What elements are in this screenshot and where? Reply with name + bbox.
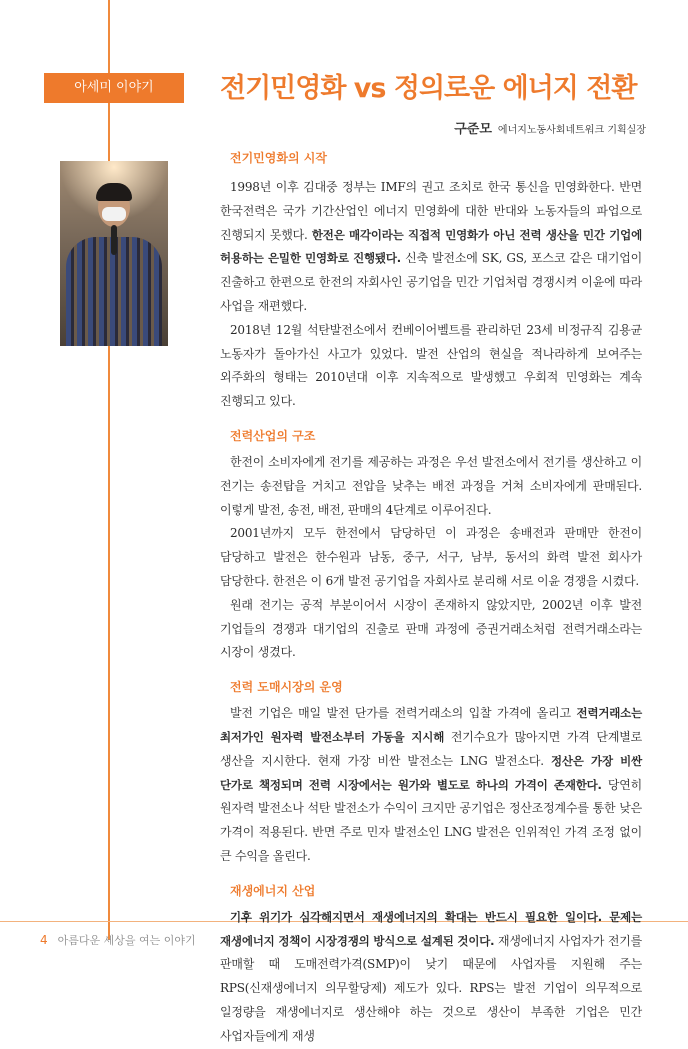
emphasis-run: 기후 위기가 심각해지면서 재생에너지의 확대는 반드시 필요한 일이다. 문제는 재생에너지 정책이 시장경쟁의 방식으로 설계된 것이다. [220, 909, 642, 948]
section-industry-structure [220, 429, 642, 665]
photo-hair [96, 183, 132, 201]
author-name: 구준모 [454, 122, 492, 137]
text-run: 전기수요가 많아지면 가격 단계별로 생산을 지시한다. 현재 가장 비싼 발전소는 LNG 발전소다. [220, 729, 643, 768]
author-photo [60, 161, 168, 346]
paragraph [220, 906, 642, 1049]
microphone-icon [111, 225, 117, 255]
page-footer [40, 932, 196, 948]
section-privatization-start [220, 151, 642, 414]
section-renewable-industry [220, 884, 642, 1049]
paragraph: 한전이 소비자에게 전기를 제공하는 과정은 우선 발전소에서 전기를 생산하고 이 전기는 송전탑을 거치고 전압을 낮추는 배전 과정을 거쳐 소비자에게 판매된다. 이렇게 발전, 송전, 배전, 판매의 4단계로 이루어진다. [220, 454, 642, 517]
emphasis-run: 전력거래소는 최저가인 원자력 발전소부터 가동을 지시해 [220, 706, 642, 744]
section-heading: 전력 도매시장의 운영 [230, 680, 343, 695]
paragraph: 2018년 12월 석탄발전소에서 컨베이어벨트를 관리하던 23세 비정규직 김용균 노동자가 돌아가신 사고가 있었다. 발전 산업의 현실을 적나라하게 보여주는 외주화의 형태는 2010년대 이후 지속적으로 발생했고 우회적 민영화는 계속 진행되고 있다. [220, 322, 642, 409]
emphasis-run: 한전은 매각이라는 직접적 민영화가 아닌 전력 생산을 민간 기업에 허용하는 은밀한 민영화로 진행됐다. [220, 227, 642, 266]
section-heading: 전기민영화의 시작 [230, 151, 327, 165]
publication-name: 아름다운 세상을 여는 이야기 [57, 934, 196, 947]
text-run: 발전 기업은 매일 발전 단가를 전력거래소의 입찰 가격에 올리고 [230, 706, 577, 721]
author-affiliation: 에너지노동사회네트워크 기획실장 [497, 125, 646, 136]
article-body [220, 151, 642, 1049]
text-run: 1998년 이후 김대중 정부는 IMF의 권고 조치로 한국 통신을 민영화한다. 반면 한국전력은 국가 기간산업인 에너지 민영화에 대한 반대와 노동자들의 파업으로 진행되지 못했다. [220, 180, 642, 242]
column-tag: 아세미 이야기 [44, 73, 184, 103]
emphasis-run: 정산은 가장 비싼 단가로 책정되며 전력 시장에서는 원가와 별도로 하나의 가격이 존재한다. [220, 753, 642, 792]
section-heading: 재생에너지 산업 [230, 883, 316, 898]
left-accent-rule [108, 0, 110, 940]
article-title: 전기민영화 vs 정의로운 에너지 전환 [220, 73, 637, 104]
paragraph: 2001년까지 모두 한전에서 담당하던 이 과정은 송배전과 판매만 한전이 담당하고 발전은 한수원과 남동, 중구, 서구, 남부, 동서의 화력 발전 회사가 담당한다. 한전은 이 6개 발전 공기업을 자회사로 분리해 서로 이윤 경쟁을 시켰다. [220, 526, 642, 588]
text-run: 재생에너지 사업자가 전기를 판매할 때 도매전력가격(SMP)이 낮기 때문에 사업자를 지원해 주는 RPS(신재생에너지 의무할당제) 제도가 있다. RPS는 발전 기업이 의무적으로 일정량을 재생에너지로 생산해야 하는 것으로 생산이 부족한 기업은 민간 사업자들에게 재생 [220, 933, 642, 1043]
section-heading: 전력산업의 구조 [230, 428, 316, 443]
byline [454, 118, 646, 137]
text-run: 당연히 원자력 발전소나 석탄 발전소가 수익이 크지만 공기업은 정산조정계수를 통한 낮은 가격이 적용된다. 반면 주로 민자 발전소인 LNG 발전은 인위적인 가격 조정 없이 큰 수익을 올린다. [220, 777, 642, 863]
paragraph [220, 176, 642, 319]
section-wholesale-market [220, 680, 642, 869]
paragraph: 원래 전기는 공적 부분이어서 시장이 존재하지 않았지만, 2002년 이후 발전 기업들의 경쟁과 대기업의 진출로 판매 과정에 증권거래소처럼 전력거래소라는 시장이 생겼다. [220, 597, 642, 660]
photo-face-mask [102, 207, 126, 221]
text-run: 신축 발전소에 SK, GS, 포스코 같은 대기업이 진출하고 한편으로 한전의 자회사인 공기업을 민간 기업처럼 경쟁시켜 이윤에 따라 사업을 재편했다. [220, 251, 642, 313]
page-number: 4 [40, 933, 48, 947]
paragraph [220, 702, 642, 869]
